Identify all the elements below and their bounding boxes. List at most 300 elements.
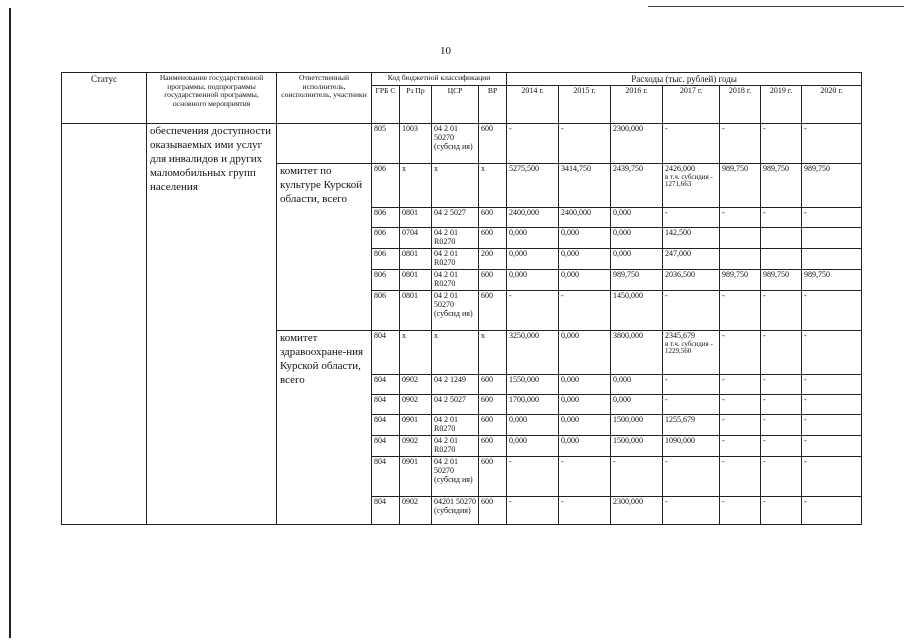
value-v2019: - xyxy=(763,456,766,466)
cell-csr xyxy=(432,374,479,394)
value-v2014: - xyxy=(509,496,512,506)
value-grbs: 806 xyxy=(374,228,386,238)
cell-csr xyxy=(432,290,479,330)
value-v2015: - xyxy=(561,124,564,134)
cell-csr xyxy=(432,228,479,249)
value-v2020: - xyxy=(804,456,807,466)
value-v2014: 0,000 xyxy=(509,414,528,424)
cell-vr xyxy=(479,394,507,414)
cell-vr xyxy=(479,290,507,330)
value-vr: 600 xyxy=(481,456,493,466)
value-rzpr: 0901 xyxy=(402,414,418,424)
value-v2016: 0,000 xyxy=(613,374,632,384)
value-grbs: 806 xyxy=(374,248,386,258)
value-rzpr: 0704 xyxy=(402,228,418,238)
cell-v2015 xyxy=(559,164,611,208)
value-v2017: - xyxy=(665,124,668,134)
cell-grbs xyxy=(372,330,400,374)
value-v2017: 1255,679 xyxy=(665,414,696,424)
cell-grbs xyxy=(372,496,400,524)
header-year-2020: 2020 г. xyxy=(802,86,862,124)
value-v2014: 1700,000 xyxy=(509,394,540,404)
cell-csr xyxy=(432,435,479,456)
cell-rzpr xyxy=(400,456,432,496)
value-rzpr: 0902 xyxy=(402,496,418,506)
cell-v2020 xyxy=(802,228,862,249)
cell-v2017 xyxy=(663,228,720,249)
cell-rzpr xyxy=(400,228,432,249)
cell-grbs xyxy=(372,374,400,394)
header-year-2017: 2017 г. xyxy=(663,86,720,124)
cell-grbs xyxy=(372,290,400,330)
cell-v2019 xyxy=(761,124,802,164)
value-v2018: - xyxy=(722,394,725,404)
cell-v2017 xyxy=(663,208,720,228)
value-v2017: - xyxy=(665,496,668,506)
cell-v2016 xyxy=(611,164,663,208)
cell-v2015 xyxy=(559,456,611,496)
cell-v2016 xyxy=(611,228,663,249)
value-v2020: 989,750 xyxy=(804,164,831,174)
cell-v2016 xyxy=(611,330,663,374)
value-vr: 600 xyxy=(481,496,493,506)
value-v2014: 3250,000 xyxy=(509,330,540,340)
header-vr: ВР xyxy=(479,86,507,124)
cell-v2018 xyxy=(720,228,761,249)
value-v2020: 989,750 xyxy=(804,269,831,279)
value-v2015: 0,000 xyxy=(561,248,580,258)
value-v2017: - xyxy=(665,456,668,466)
cell-v2015 xyxy=(559,374,611,394)
value-v2020: - xyxy=(804,414,807,424)
cell-rzpr xyxy=(400,290,432,330)
value-v2019: - xyxy=(763,435,766,445)
value-v2014: 0,000 xyxy=(509,269,528,279)
value-v2015: - xyxy=(561,456,564,466)
cell-vr xyxy=(479,124,507,164)
value-v2019: - xyxy=(763,208,766,218)
cell-v2019 xyxy=(761,228,802,249)
value-vr: 600 xyxy=(481,290,493,300)
value-vr: 600 xyxy=(481,228,493,238)
value-v2014: - xyxy=(509,290,512,300)
value-v2014: 5275,500 xyxy=(509,164,540,174)
cell-v2017 xyxy=(663,374,720,394)
cell-rzpr xyxy=(400,164,432,208)
cell-v2019 xyxy=(761,330,802,374)
value-v2016: 3800,000 xyxy=(613,330,644,340)
value-vr: 600 xyxy=(481,374,493,384)
cell-v2015 xyxy=(559,269,611,290)
cell-v2018 xyxy=(720,435,761,456)
cell-v2020 xyxy=(802,456,862,496)
cell-csr xyxy=(432,496,479,524)
value-vr: 600 xyxy=(481,208,493,218)
cell-v2019 xyxy=(761,269,802,290)
value-v2016: 1450,000 xyxy=(613,290,644,300)
value-grbs: 806 xyxy=(374,290,386,300)
cell-v2016 xyxy=(611,414,663,435)
value-v2015: 0,000 xyxy=(561,228,580,238)
cell-vr xyxy=(479,374,507,394)
cell-vr xyxy=(479,330,507,374)
value-csr: 04 2 01 R0270 xyxy=(434,269,458,288)
cell-v2014 xyxy=(507,456,559,496)
value-v2019: - xyxy=(763,330,766,340)
value-v2016: - xyxy=(613,456,616,466)
value-v2018: - xyxy=(722,208,725,218)
cell-v2015 xyxy=(559,208,611,228)
cell-v2018 xyxy=(720,374,761,394)
cell-v2019 xyxy=(761,394,802,414)
header-year-2016: 2016 г. xyxy=(611,86,663,124)
subsidy-note: в т.ч. субсидия - 1229,560 xyxy=(665,339,713,356)
value-v2018: - xyxy=(722,330,725,340)
cell-v2014 xyxy=(507,208,559,228)
cell-vr xyxy=(479,208,507,228)
cell-v2019 xyxy=(761,496,802,524)
value-v2019: - xyxy=(763,496,766,506)
cell-vr xyxy=(479,164,507,208)
value-grbs: 804 xyxy=(374,414,386,424)
value-v2015: 2400,000 xyxy=(561,208,592,218)
value-rzpr: 0901 xyxy=(402,456,418,466)
cell-v2020 xyxy=(802,164,862,208)
cell-rzpr xyxy=(400,414,432,435)
cell-v2016 xyxy=(611,248,663,269)
cell-v2020 xyxy=(802,394,862,414)
page-number: 10 xyxy=(440,45,451,57)
value-v2017: 2036,500 xyxy=(665,269,696,279)
cell-rzpr xyxy=(400,394,432,414)
cell-v2020 xyxy=(802,496,862,524)
value-v2015: 3414,750 xyxy=(561,164,592,174)
value-vr: 600 xyxy=(481,394,493,404)
cell-v2018 xyxy=(720,330,761,374)
cell-v2018 xyxy=(720,456,761,496)
value-rzpr: 1003 xyxy=(402,124,418,134)
value-v2018: - xyxy=(722,456,725,466)
value-v2016: 2300,000 xyxy=(613,124,644,134)
value-rzpr: 0902 xyxy=(402,435,418,445)
top-rule xyxy=(648,6,904,7)
cell-grbs xyxy=(372,414,400,435)
value-grbs: 804 xyxy=(374,394,386,404)
cell-v2019 xyxy=(761,290,802,330)
value-v2017: 142,500 xyxy=(665,228,692,238)
header-expenses: Расходы (тыс. рублей) годы xyxy=(507,73,862,86)
cell-csr xyxy=(432,414,479,435)
cell-grbs xyxy=(372,456,400,496)
cell-grbs xyxy=(372,164,400,208)
status-cell xyxy=(62,124,147,525)
cell-v2018 xyxy=(720,269,761,290)
executor-health-committee: комитет здравоохране-ния Курской области, всего xyxy=(277,330,372,524)
cell-csr xyxy=(432,164,479,208)
cell-vr xyxy=(479,228,507,249)
value-v2018: - xyxy=(722,124,725,134)
value-v2020: - xyxy=(804,435,807,445)
cell-rzpr xyxy=(400,496,432,524)
cell-vr xyxy=(479,435,507,456)
cell-v2018 xyxy=(720,164,761,208)
value-v2016: 0,000 xyxy=(613,228,632,238)
value-v2014: 0,000 xyxy=(509,248,528,258)
value-vr: 600 xyxy=(481,269,493,279)
value-v2018: - xyxy=(722,435,725,445)
cell-v2018 xyxy=(720,124,761,164)
value-grbs: 804 xyxy=(374,456,386,466)
value-v2014: - xyxy=(509,456,512,466)
cell-v2017 xyxy=(663,269,720,290)
cell-rzpr xyxy=(400,330,432,374)
header-year-2019: 2019 г. xyxy=(761,86,802,124)
value-csr: 04 2 01 R0270 xyxy=(434,248,458,267)
header-status: Статус xyxy=(62,73,147,124)
cell-v2014 xyxy=(507,414,559,435)
value-v2014: - xyxy=(509,124,512,134)
value-vr: x xyxy=(481,330,485,340)
cell-grbs xyxy=(372,269,400,290)
value-v2019: 989,750 xyxy=(763,269,790,279)
cell-v2018 xyxy=(720,248,761,269)
cell-csr xyxy=(432,269,479,290)
value-grbs: 805 xyxy=(374,124,386,134)
value-csr: x xyxy=(434,330,438,340)
value-v2016: 1500,000 xyxy=(613,414,644,424)
value-vr: 600 xyxy=(481,435,493,445)
cell-v2016 xyxy=(611,456,663,496)
cell-v2016 xyxy=(611,394,663,414)
value-csr: 04 2 01 50270 (субсид ия) xyxy=(434,124,473,151)
cell-v2017 xyxy=(663,248,720,269)
cell-v2020 xyxy=(802,248,862,269)
cell-vr xyxy=(479,496,507,524)
cell-v2020 xyxy=(802,269,862,290)
value-v2019: - xyxy=(763,414,766,424)
cell-vr xyxy=(479,456,507,496)
cell-v2014 xyxy=(507,124,559,164)
value-csr: 04201 50270 (субсидия) xyxy=(434,496,476,515)
value-v2020: - xyxy=(804,374,807,384)
value-csr: 04 2 01 50270 (субсид ия) xyxy=(434,456,473,484)
cell-rzpr xyxy=(400,124,432,164)
value-v2018: 989,750 xyxy=(722,269,749,279)
page-edge-line xyxy=(9,8,11,638)
cell-v2014 xyxy=(507,374,559,394)
cell-v2014 xyxy=(507,435,559,456)
value-rzpr: 0801 xyxy=(402,290,418,300)
value-grbs: 806 xyxy=(374,208,386,218)
cell-csr xyxy=(432,394,479,414)
header-rzpr: Рз Пр xyxy=(400,86,432,124)
cell-v2015 xyxy=(559,290,611,330)
value-csr: x xyxy=(434,164,438,174)
value-v2019: - xyxy=(763,394,766,404)
cell-v2017 xyxy=(663,496,720,524)
cell-v2016 xyxy=(611,269,663,290)
value-v2015: - xyxy=(561,290,564,300)
value-v2015: 0,000 xyxy=(561,435,580,445)
value-grbs: 804 xyxy=(374,330,386,340)
cell-v2017 xyxy=(663,394,720,414)
cell-csr xyxy=(432,248,479,269)
header-budget-code: Код бюджетной классификации xyxy=(372,73,507,86)
cell-grbs xyxy=(372,394,400,414)
value-v2014: 0,000 xyxy=(509,228,528,238)
value-rzpr: 0902 xyxy=(402,374,418,384)
value-v2015: 0,000 xyxy=(561,374,580,384)
cell-v2015 xyxy=(559,124,611,164)
cell-csr xyxy=(432,124,479,164)
value-v2015: - xyxy=(561,496,564,506)
cell-v2015 xyxy=(559,496,611,524)
value-v2020: - xyxy=(804,208,807,218)
cell-v2018 xyxy=(720,394,761,414)
value-v2014: 0,000 xyxy=(509,435,528,445)
value-csr: 04 2 5027 xyxy=(434,394,466,404)
cell-v2018 xyxy=(720,290,761,330)
cell-v2017 xyxy=(663,435,720,456)
value-csr: 04 2 01 50270 (субсид ия) xyxy=(434,290,473,318)
value-v2015: 0,000 xyxy=(561,330,580,340)
cell-rzpr xyxy=(400,208,432,228)
value-v2019: - xyxy=(763,290,766,300)
cell-v2020 xyxy=(802,374,862,394)
cell-vr xyxy=(479,414,507,435)
cell-v2016 xyxy=(611,124,663,164)
value-v2016: 989,750 xyxy=(613,269,640,279)
cell-v2019 xyxy=(761,414,802,435)
value-v2017: - xyxy=(665,290,668,300)
cell-csr xyxy=(432,330,479,374)
cell-v2017 xyxy=(663,164,720,208)
value-v2020: - xyxy=(804,394,807,404)
table-row xyxy=(62,124,862,164)
cell-v2018 xyxy=(720,208,761,228)
header-executor: Ответственный исполнитель, соисполнитель, участники xyxy=(277,73,372,124)
executor-culture-committee: комитет по культуре Курской области, всего xyxy=(277,164,372,331)
value-grbs: 806 xyxy=(374,164,386,174)
value-v2020: - xyxy=(804,496,807,506)
cell-rzpr xyxy=(400,269,432,290)
value-csr: 04 2 01 R0270 xyxy=(434,228,458,247)
value-v2017: - xyxy=(665,394,668,404)
cell-v2019 xyxy=(761,374,802,394)
cell-v2017 xyxy=(663,124,720,164)
value-rzpr: x xyxy=(402,330,406,340)
value-v2016: 0,000 xyxy=(613,208,632,218)
cell-v2019 xyxy=(761,248,802,269)
value-v2014: 1550,000 xyxy=(509,374,540,384)
table-body xyxy=(62,124,862,525)
value-v2016: 0,000 xyxy=(613,394,632,404)
cell-rzpr xyxy=(400,435,432,456)
cell-rzpr xyxy=(400,248,432,269)
value-vr: 200 xyxy=(481,248,493,258)
header-grbs: ГРБ С xyxy=(372,86,400,124)
cell-csr xyxy=(432,208,479,228)
cell-v2015 xyxy=(559,330,611,374)
cell-grbs xyxy=(372,435,400,456)
cell-v2019 xyxy=(761,208,802,228)
value-rzpr: 0801 xyxy=(402,208,418,218)
cell-v2015 xyxy=(559,394,611,414)
value-v2017: - xyxy=(665,208,668,218)
cell-v2020 xyxy=(802,290,862,330)
budget-table xyxy=(61,72,862,525)
value-v2015: 0,000 xyxy=(561,414,580,424)
header-program-name: Наименование государственной программы, подпрограммы государственной программы, основного мероприятия xyxy=(147,73,277,124)
cell-v2016 xyxy=(611,208,663,228)
cell-v2017 xyxy=(663,330,720,374)
cell-v2015 xyxy=(559,248,611,269)
cell-v2020 xyxy=(802,330,862,374)
value-v2017: 1090,000 xyxy=(665,435,696,445)
value-rzpr: x xyxy=(402,164,406,174)
value-v2017: 247,000 xyxy=(665,248,692,258)
value-grbs: 806 xyxy=(374,269,386,279)
cell-v2018 xyxy=(720,496,761,524)
cell-v2018 xyxy=(720,414,761,435)
cell-v2014 xyxy=(507,496,559,524)
value-v2016: 1500,000 xyxy=(613,435,644,445)
value-v2018: 989,750 xyxy=(722,164,749,174)
cell-v2014 xyxy=(507,164,559,208)
value-vr: x xyxy=(481,164,485,174)
cell-vr xyxy=(479,269,507,290)
subsidy-note: в т.ч. субсидия - 1271,663 xyxy=(665,173,713,189)
cell-grbs xyxy=(372,208,400,228)
cell-grbs xyxy=(372,228,400,249)
cell-v2016 xyxy=(611,435,663,456)
cell-v2019 xyxy=(761,164,802,208)
value-v2018: - xyxy=(722,414,725,424)
value-v2017: - xyxy=(665,374,668,384)
value-v2015: 0,000 xyxy=(561,269,580,279)
cell-v2015 xyxy=(559,435,611,456)
value-csr: 04 2 01 R0270 xyxy=(434,435,458,454)
executor-empty-cell xyxy=(277,124,372,164)
program-name-cell: обеспечения доступности оказываемых ими услуг для инвалидов и других маломобильных групп населения xyxy=(147,124,277,525)
cell-v2014 xyxy=(507,290,559,330)
value-v2015: 0,000 xyxy=(561,394,580,404)
value-v2016: 2439,750 xyxy=(613,164,644,174)
value-rzpr: 0801 xyxy=(402,248,418,258)
cell-v2019 xyxy=(761,456,802,496)
header-year-2018: 2018 г. xyxy=(720,86,761,124)
value-v2016: 0,000 xyxy=(613,248,632,258)
value-v2018: - xyxy=(722,290,725,300)
cell-v2016 xyxy=(611,374,663,394)
cell-grbs xyxy=(372,248,400,269)
cell-v2015 xyxy=(559,228,611,249)
cell-v2016 xyxy=(611,290,663,330)
cell-v2017 xyxy=(663,456,720,496)
cell-v2020 xyxy=(802,208,862,228)
header-csr: ЦСР xyxy=(432,86,479,124)
cell-rzpr xyxy=(400,374,432,394)
table-header xyxy=(62,73,862,124)
cell-v2014 xyxy=(507,394,559,414)
value-vr: 600 xyxy=(481,124,493,134)
value-rzpr: 0801 xyxy=(402,269,418,279)
value-csr: 04 2 5027 xyxy=(434,208,466,218)
value-v2018: - xyxy=(722,496,725,506)
value-grbs: 804 xyxy=(374,374,386,384)
cell-vr xyxy=(479,248,507,269)
header-year-2014: 2014 г. xyxy=(507,86,559,124)
